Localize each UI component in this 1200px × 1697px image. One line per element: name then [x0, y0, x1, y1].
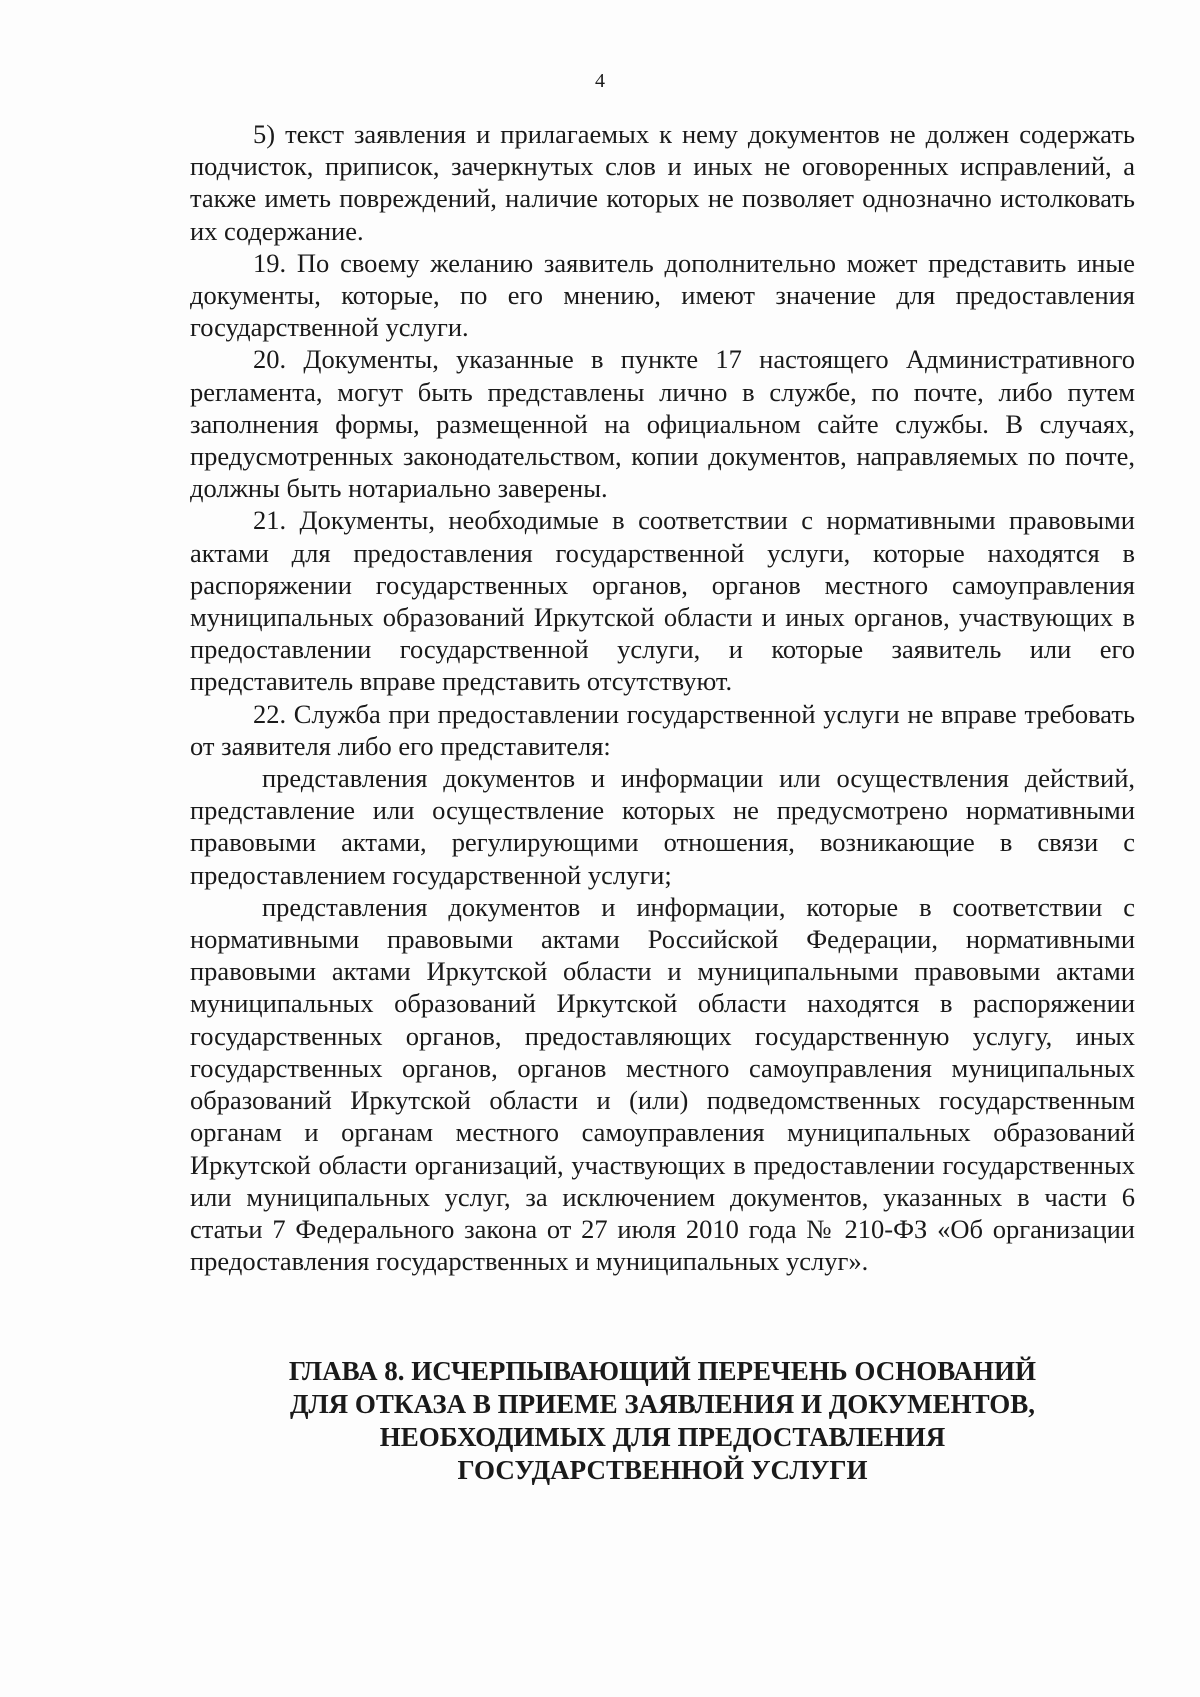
paragraph-22-subitem-1: представления документов и информации или осуществления действий, представление или осуществление которых не предусмотрено нормативными правовыми актами, регулирующими отношения, возникающие в связи с предоставлением государственной услуги; — [190, 763, 1135, 890]
chapter-heading-line: ГЛАВА 8. ИСЧЕРПЫВАЮЩИЙ ПЕРЕЧЕНЬ ОСНОВАНИЙ — [288, 1356, 1037, 1386]
page-number: 4 — [595, 70, 605, 92]
chapter-heading-line: НЕОБХОДИМЫХ ДЛЯ ПРЕДОСТАВЛЕНИЯ — [379, 1422, 946, 1452]
chapter-heading — [190, 1355, 1135, 1487]
chapter-heading-line: ГОСУДАРСТВЕННОЙ УСЛУГИ — [457, 1455, 868, 1485]
paragraph-22-subitem-2: представления документов и информации, которые в соответствии с нормативными правовыми актами Российской Федерации, нормативными правовыми актами Иркутской области и муниципальными правовыми актами муниципальных образований Иркутской области находятся в распоряжении государственных органов, предоставляющих государственную услугу, иных государственных органов, органов местного самоуправления муниципальных образований Иркутской области и (или) подведомственных государственным органам и органам местного самоуправления муниципальных образований Иркутской области организаций, участвующих в предоставлении государственных или муниципальных услуг, за исключением документов, указанных в части 6 статьи 7 Федерального закона от 27 июля 2010 года № 210-ФЗ «Об организации предоставления государственных и муниципальных услуг». — [190, 891, 1135, 1277]
body-text — [190, 118, 1135, 1277]
chapter-heading-line: ДЛЯ ОТКАЗА В ПРИЕМЕ ЗАЯВЛЕНИЯ И ДОКУМЕНТОВ, — [289, 1389, 1036, 1419]
paragraph-item-5: 5) текст заявления и прилагаемых к нему документов не должен содержать подчисток, приписок, зачеркнутых слов и иных не оговоренных исправлений, а также иметь повреждений, наличие которых не позволяет однозначно истолковать их содержание. — [190, 119, 1135, 246]
paragraph-22: 22. Служба при предоставлении государственной услуги не вправе требовать от заявителя либо его представителя: — [190, 698, 1135, 761]
paragraph-21: 21. Документы, необходимые в соответствии с нормативными правовыми актами для предоставления государственной услуги, которые находятся в распоряжении государственных органов, органов местного самоуправления муниципальных образований Иркутской области и иных органов, участвующих в предоставлении государственной услуги, и которые заявитель или его представитель вправе представить отсутствуют. — [190, 505, 1135, 697]
paragraph-20: 20. Документы, указанные в пункте 17 настоящего Административного регламента, могут быть представлены лично в службе, по почте, либо путем заполнения формы, размещенной на официальном сайте службы. В случаях, предусмотренных законодательством, копии документов, направляемых по почте, должны быть нотариально заверены. — [190, 344, 1135, 504]
paragraph-19: 19. По своему желанию заявитель дополнительно может представить иные документы, которые, по его мнению, имеют значение для предоставления государственной услуги. — [190, 247, 1135, 343]
